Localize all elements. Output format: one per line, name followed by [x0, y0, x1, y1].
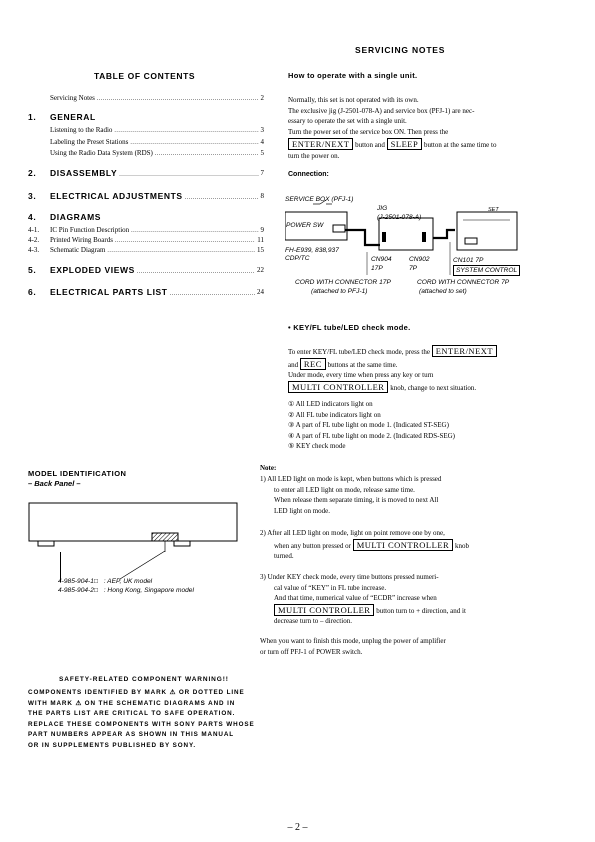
- text-span: when any button pressed or: [274, 541, 351, 550]
- text-line: [288, 345, 563, 358]
- toc-entry[interactable]: [50, 138, 264, 148]
- toc-page: 7: [260, 169, 264, 177]
- toc-leader: [185, 191, 259, 204]
- circled-number: ③: [288, 421, 295, 429]
- list-item: [288, 441, 563, 452]
- toc-leader: [170, 287, 255, 300]
- model-desc: : Hong Kong, Singapore model: [103, 587, 194, 594]
- cn-pins: 17P: [371, 265, 383, 272]
- safety-line: OR IN SUPPLEMENTS PUBLISHED BY SONY.: [28, 741, 197, 749]
- toc-section-num: 2.: [28, 168, 37, 178]
- toc-leader: [115, 236, 255, 246]
- list-text: All FL tube indicators light on: [295, 410, 381, 419]
- list-item: [288, 420, 563, 431]
- text-line: Normally, this set is not operated with its own.: [288, 96, 419, 104]
- sleep-button-label: SLEEP: [387, 138, 423, 150]
- toc-entry-label: Listening to the Radio: [50, 126, 113, 134]
- toc-section-title: DIAGRAMS: [50, 212, 102, 222]
- toc-entry[interactable]: [50, 149, 264, 159]
- toc-leader: [155, 149, 259, 159]
- model-line-2: [58, 587, 194, 594]
- cn902-label: [409, 255, 430, 273]
- toc-page: 11: [257, 236, 264, 244]
- multi-controller-label: MULTI CONTROLLER: [353, 539, 453, 551]
- toc-entry-label: Schematic Diagram: [50, 246, 106, 254]
- toc-section-electrical-adjustments[interactable]: [28, 191, 264, 204]
- note-title: Note:: [260, 464, 277, 472]
- toc-entry[interactable]: [50, 126, 264, 136]
- toc-entry-num: 4-2.: [28, 236, 40, 244]
- toc-section-title: DISASSEMBLY: [50, 168, 118, 178]
- toc-entry[interactable]: [28, 236, 264, 246]
- text-line: cal value of “KEY” in FL tube increase.: [274, 583, 387, 592]
- toc-section-parts-list[interactable]: [28, 287, 264, 300]
- text-line: decrease turn to – direction.: [274, 617, 352, 625]
- text-span: knob, change to next situation.: [390, 383, 477, 392]
- toc-page: 8: [260, 192, 264, 200]
- back-panel-drawing: [28, 497, 248, 552]
- toc-page: 15: [257, 246, 264, 254]
- toc-leader: [114, 126, 258, 136]
- cord-line: (attached to set): [419, 288, 467, 295]
- key-check-title: • KEY/FL tube/LED check mode.: [288, 323, 411, 332]
- list-text: A part of FL tube light on mode 2. (Indicated RDS-SEG): [295, 431, 456, 440]
- toc-page: 22: [257, 266, 264, 274]
- toc-entry-num: 4-3.: [28, 246, 40, 254]
- check-mode-list: [288, 399, 563, 452]
- rec-button-label: REC: [300, 358, 326, 370]
- enter-next-button-label: ENTER/NEXT: [432, 345, 497, 357]
- note-3: [260, 572, 560, 627]
- circled-number: ④: [288, 431, 295, 440]
- toc-section-title: GENERAL: [50, 112, 96, 122]
- list-item: [288, 399, 563, 410]
- cord-line: CORD WITH CONNECTOR 17P: [295, 279, 391, 286]
- toc-section-title: ELECTRICAL ADJUSTMENTS: [50, 191, 183, 201]
- cn-pins: 7P: [409, 265, 418, 272]
- safety-title: SAFETY-RELATED COMPONENT WARNING!!: [59, 676, 229, 683]
- safety-line: COMPONENTS IDENTIFIED BY MARK ⚠ OR DOTTED LINE: [28, 689, 245, 696]
- text-line: or turn off PFJ-1 of POWER switch.: [260, 647, 363, 656]
- toc-leader: [107, 246, 255, 256]
- circled-number: ⑤: [288, 442, 295, 450]
- key-check-intro: [288, 345, 563, 393]
- toc-section-num: 6.: [28, 287, 37, 297]
- safety-text: [28, 688, 273, 751]
- note-2: [260, 528, 560, 562]
- text-span: button and: [355, 141, 385, 149]
- toc-section-num: 1.: [28, 112, 37, 122]
- toc-page: 5: [260, 149, 264, 157]
- page-number: – 2 –: [287, 822, 308, 833]
- model-id-title: MODEL IDENTIFICATION: [28, 469, 127, 478]
- text-span: and: [288, 360, 299, 369]
- fh-line: FH-E939, 838,937: [285, 247, 339, 254]
- text-line: turn the power on.: [288, 151, 340, 160]
- service-box-label: SERVICE BOX (PFJ-1): [285, 196, 354, 203]
- list-text: KEY check mode: [296, 442, 346, 450]
- circled-number: ①: [288, 400, 295, 408]
- text-span: button at the same time to: [423, 141, 497, 149]
- text-line: [260, 539, 560, 552]
- text-line: [288, 381, 563, 394]
- text-line: 3) Under KEY check mode, every time buttons pressed numeri-: [260, 573, 439, 581]
- cn-name: CN101 7P: [453, 257, 484, 264]
- toc-section-title: ELECTRICAL PARTS LIST: [50, 287, 168, 297]
- set-label: SET: [488, 207, 499, 213]
- model-id-subtitle: – Back Panel –: [28, 479, 81, 488]
- safety-line: REPLACE THESE COMPONENTS WITH SONY PARTS WHOSE: [28, 720, 255, 728]
- multi-controller-label: MULTI CONTROLLER: [288, 381, 388, 393]
- connection-title: Connection:: [288, 171, 329, 178]
- list-item: [288, 410, 563, 421]
- cn-name: CN904: [371, 256, 392, 263]
- cord1-label: [295, 278, 391, 296]
- toc-page: 3: [260, 126, 264, 134]
- toc-entry[interactable]: [28, 246, 264, 256]
- toc-page: 2: [260, 94, 264, 102]
- toc-section-title: EXPLODED VIEWS: [50, 265, 135, 275]
- list-text: All LED indicators light on: [295, 400, 373, 408]
- toc-leader: [119, 168, 258, 181]
- fh-label: [285, 247, 339, 263]
- power-sw-label: POWER SW: [286, 222, 324, 229]
- toc-leader: [131, 226, 258, 236]
- safety-line: PART NUMBERS APPEAR AS SHOWN IN THIS MANUAL: [28, 731, 235, 738]
- toc-leader: [97, 94, 259, 104]
- connection-diagram: [285, 190, 560, 300]
- toc-servicing-notes[interactable]: [50, 94, 264, 104]
- toc-leader: [130, 138, 258, 148]
- how-title: How to operate with a single unit.: [288, 71, 418, 80]
- fh-line: CDP/TC: [285, 255, 310, 262]
- toc-entry-label: Using the Radio Data System (RDS): [50, 149, 153, 157]
- toc-section-disassembly[interactable]: [28, 168, 264, 181]
- text-span: button turn to + direction, and it: [376, 606, 466, 615]
- toc-section-num: 3.: [28, 191, 37, 201]
- system-control-label: SYSTEM CONTROL: [453, 265, 520, 276]
- text-span: knob: [454, 541, 469, 550]
- safety-line: WITH MARK ⚠ ON THE SCHEMATIC DIAGRAMS AND IN: [28, 699, 236, 707]
- toc-section-exploded-views[interactable]: [28, 265, 264, 278]
- toc-page: 4: [260, 138, 264, 146]
- cord-line: CORD WITH CONNECTOR 7P: [417, 279, 510, 286]
- text-line: essary to operate the set with a single unit.: [288, 117, 407, 125]
- text-line: [260, 604, 560, 617]
- toc-section-diagrams[interactable]: [28, 212, 264, 223]
- servicing-header: SERVICING NOTES: [355, 45, 446, 55]
- model-desc: : AEP, UK model: [103, 578, 153, 585]
- toc-title: TABLE OF CONTENTS: [94, 71, 196, 81]
- list-text: A part of FL tube light on mode 1. (Indicated ST-SEG): [295, 421, 449, 429]
- how-text: [288, 95, 558, 161]
- toc-entry[interactable]: [28, 226, 264, 236]
- text-line: turned.: [274, 552, 294, 560]
- text-line: Under mode, every time when press any key or turn: [288, 371, 434, 379]
- text-span: buttons at the same time.: [327, 360, 398, 369]
- note-1: [260, 474, 560, 516]
- toc-section-num: 5.: [28, 265, 37, 275]
- text-line: [288, 138, 558, 151]
- text-line: When release them separate timing, it is moved to next All: [274, 496, 439, 504]
- checkbox-icon: □: [93, 587, 98, 594]
- enter-next-button-label: ENTER/NEXT: [288, 138, 353, 150]
- circled-number: ②: [288, 410, 295, 419]
- toc-entry-num: 4-1.: [28, 226, 40, 234]
- multi-controller-label: MULTI CONTROLLER: [274, 604, 374, 616]
- toc-entry-label: Printed Wiring Boards: [50, 236, 113, 244]
- cn101-label: [453, 256, 520, 276]
- jig-label: JIG: [377, 205, 388, 212]
- text-line: Turn the power set of the service box ON. Then press the: [288, 127, 449, 136]
- text-line: to enter all LED light on mode, release same time.: [274, 485, 415, 494]
- jig-part-label: (J-2501-078-A): [377, 214, 422, 221]
- text-line: LED light on mode.: [274, 506, 330, 515]
- safety-line: THE PARTS LIST ARE CRITICAL TO SAFE OPERATION.: [28, 710, 236, 717]
- text-line: And that time, numerical value of “ECDR” increase when: [274, 594, 437, 602]
- toc-page: 24: [257, 288, 264, 296]
- finish-text: [260, 636, 560, 657]
- cord-line: (attached to PFJ-1): [311, 288, 368, 295]
- text-line: When you want to finish this mode, unplug the power of amplifier: [260, 637, 446, 645]
- text-line: 1) All LED light on mode is kept, when buttons which is pressed: [260, 475, 442, 483]
- text-line: [288, 358, 563, 371]
- model-number: 4-985-904-1: [58, 578, 94, 585]
- toc-entry-label: IC Pin Function Description: [50, 226, 130, 234]
- checkbox-icon: □: [93, 578, 98, 585]
- cn904-label: [371, 255, 392, 273]
- model-id-leader-lines: [60, 551, 170, 581]
- model-line-1: [58, 578, 152, 585]
- toc-page: 9: [260, 226, 264, 234]
- toc-entry-label: Labeling the Preset Stations: [50, 138, 129, 146]
- cn-name: CN902: [409, 256, 430, 263]
- text-line: The exclusive jig (J-2501-078-A) and service box (PFJ-1) are nec-: [288, 106, 475, 115]
- list-item: [288, 431, 563, 442]
- cord2-label: [417, 278, 509, 296]
- toc-section-num: 4.: [28, 212, 37, 222]
- toc-section-general[interactable]: [28, 112, 264, 123]
- text-line: 2) After all LED light on mode, light on point remove one by one,: [260, 529, 445, 537]
- toc-leader: [137, 265, 255, 278]
- toc-entry-label: Servicing Notes: [50, 94, 95, 102]
- text-span: To enter KEY/FL tube/LED check mode, press the: [288, 348, 430, 356]
- model-number: 4-985-904-2: [58, 587, 94, 594]
